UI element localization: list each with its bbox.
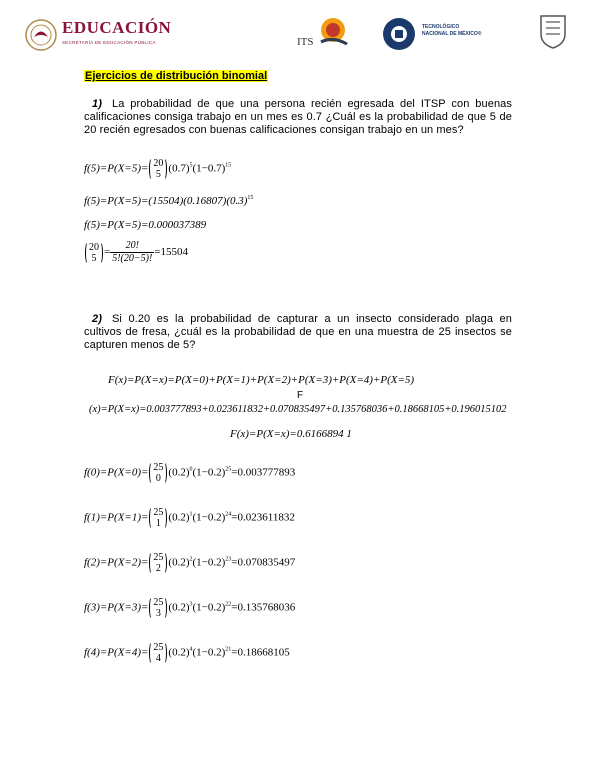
binomial-coefficient: 25 4 [149,642,167,664]
binomial-coefficient: 20 5 [149,158,167,180]
sum-equation-2: (x)=P(X=x)=0.003777893+0.023611832+0.070835497+0.135768036+0.18668105+0.196015102 [89,404,507,415]
equation-4: 20 5 = $\frac{20!}{5!(20-5)!}$ =15504 [84,240,188,265]
binomial-row-0: f(0)=P(X=0)= 25 0 $(0.2)^0(1-0.2)^{25}=0.003777893$ [84,462,296,484]
eagle-emblem-icon [24,18,58,52]
problem-number: 2) [92,313,102,325]
problem-text: Si 0.20 es la probabilidad de capturar a un insecto considerado plaga en cultivos de fresa, ¿cuál es la probabilidad de que en una muestra de 25 insectos se capturen menos de 5? [84,313,512,351]
seal-logo [538,12,568,50]
binomial-row-4: f(4)=P(X=4)= 25 4 $(0.2)^4(1-0.2)^{21}=0.18668105$ [84,642,290,664]
educacion-text: EDUCACIÓN [62,18,172,37]
binomial-coefficient: 20 5 [85,242,103,264]
sum-equation-1: F(x)=P(X=x)=P(X=0)+P(X=1)+P(X=2)+P(X=3)+P(X=4)+P(X=5) [108,374,415,386]
fraction: $\frac{20!}{5!(20-5)!}$ [112,240,153,264]
binomial-coefficient: 25 1 [149,507,167,529]
binomial-coefficient: 25 0 [149,462,167,484]
equation-3: f(5)=P(X=5)=0.000037389 [84,219,207,231]
sum-equation-3: F(x)=P(X=x)=0.6166894 1 [230,428,352,440]
shield-seal-icon [538,12,568,50]
binomial-row-2: f(2)=P(X=2)= 25 2 $(0.2)^2(1-0.2)^{23}=0.070835497$ [84,552,296,574]
problem-1-statement [84,98,512,137]
page-title: Ejercicios de distribución binomial [85,70,268,82]
sum-label-f: F [297,390,304,401]
equation-2: $f(5)=P(X=5)=(15504)(0.16807)(0.3)^{15}$ [84,195,254,207]
binomial-row-3: f(3)=P(X=3)= 25 3 $(0.2)^3(1-0.2)^{22}=0.135768036$ [84,597,296,619]
educacion-logo [24,18,172,52]
problem-2-statement [84,313,512,352]
gear-icon [380,14,418,54]
equation-1: f(5)=P(X=5)= 20 5 $(0.7)^5(1-0.7)^{15}$ [84,158,232,180]
educacion-subtitle: SECRETARÍA DE EDUCACIÓN PÚBLICA [62,40,156,45]
problem-text: La probabilidad de que una persona recién egresada del ITSP con buenas calificaciones consiga trabajo en un mes es 0.7 ¿Cuál es la probabilidad de que 5 de 20 recién egresados con buenas calificaciones consigan trabajo en un mes? [84,98,512,136]
its-logo [297,12,355,52]
binomial-row-1: f(1)=P(X=1)= 25 1 $(0.2)^1(1-0.2)^{24}=0.023611832$ [84,507,295,529]
its-text: ITS [297,36,314,48]
tecnm-text: TECNOLÓGICO NACIONAL DE MÉXICO® [422,24,482,37]
binomial-coefficient: 25 3 [149,597,167,619]
tecnm-logo [380,14,488,54]
problem-number: 1) [92,98,102,110]
binomial-coefficient: 25 2 [149,552,167,574]
